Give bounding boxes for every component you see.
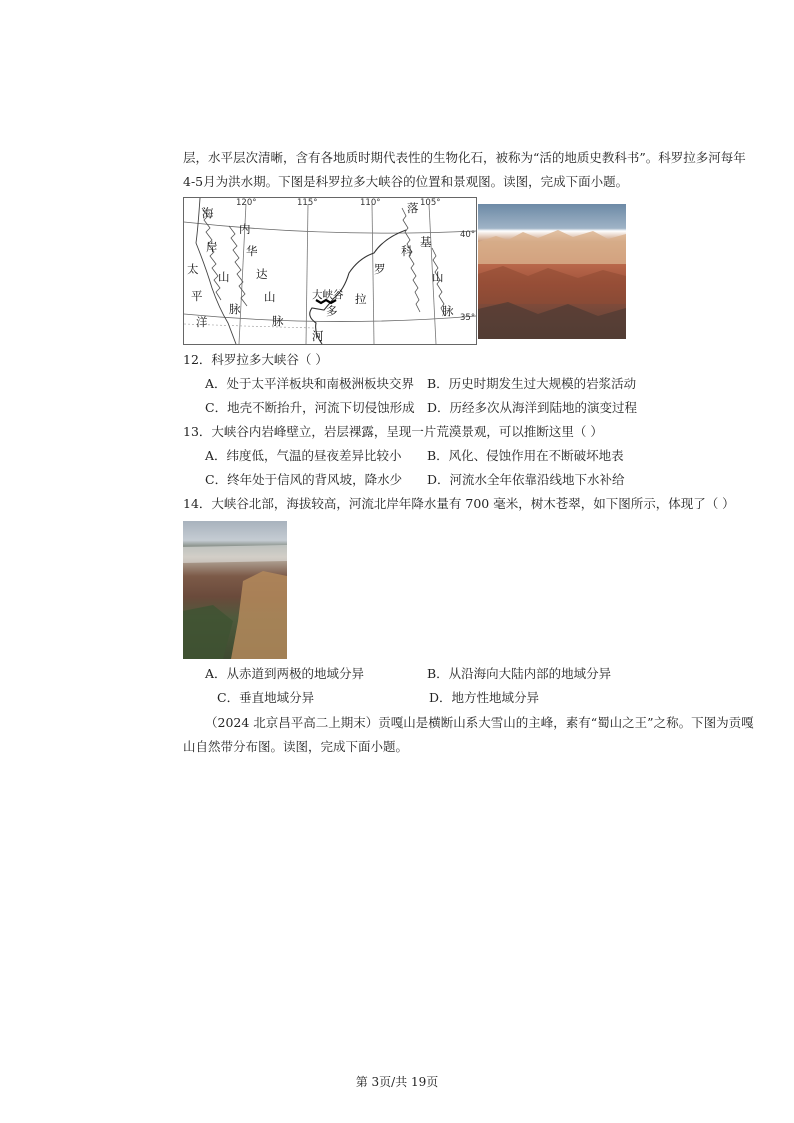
next-intro-line-2: 山自然带分布图。读图，完成下面小题。 (183, 739, 409, 754)
river-label-5: 河 (312, 329, 324, 343)
q14-option-d: D．地方性地域分异 (429, 690, 540, 705)
nevada-range-4: 山 (264, 290, 276, 304)
q13-option-d: D．河流水全年依靠沿线地下水补给 (427, 472, 625, 487)
coast-range-2: 岸 (206, 240, 218, 254)
page-footer: 第 3页/共 19页 (355, 1075, 439, 1089)
rocky-range-4: 脉 (442, 304, 454, 318)
deg-35: 35° (460, 313, 476, 323)
q13-option-a: A．纬度低，气温的昼夜差异比较小 (205, 448, 402, 463)
north-rim-photo (183, 521, 287, 659)
deg-115: 115° (297, 198, 318, 208)
canyon-location-map (183, 197, 477, 345)
rocky-range-1: 落 (407, 201, 419, 215)
nevada-range-5: 脉 (272, 314, 284, 328)
pacific-3: 洋 (196, 315, 208, 329)
q14-option-c: C．垂直地域分异 (217, 690, 315, 705)
river-label-3: 拉 (355, 292, 367, 306)
nevada-range-1: 内 (239, 222, 251, 236)
q14-option-a: A．从赤道到两极的地域分异 (205, 666, 365, 681)
q12-option-d: D．历经多次从海洋到陆地的演变过程 (427, 400, 638, 415)
q13-option-b: B．风化、侵蚀作用在不断破坏地表 (427, 448, 624, 463)
coast-range-1: 海 (202, 206, 214, 220)
deg-120: 120° (236, 198, 257, 208)
rocky-range-3: 山 (432, 270, 444, 284)
question-14-stem: 14．大峡谷北部，海拔较高，河流北岸年降水量有 700 毫米，树木苍翠，如下图所示，体现了（ ） (183, 496, 735, 511)
question-12-stem: 12．科罗拉多大峡谷（ ） (183, 352, 328, 367)
canyon-label: 大峡谷 (312, 289, 344, 301)
canyon-landscape-photo (478, 204, 626, 339)
q14-option-b: B．从沿海向大陆内部的地域分异 (427, 666, 612, 681)
intro-line-2: 4-5月为洪水期。下图是科罗拉多大峡谷的位置和景观图。读图，完成下面小题。 (183, 174, 629, 189)
next-intro-line-1: （2024 北京昌平高二上期末）贡嘎山是横断山系大雪山的主峰，素有“蜀山之王”之称。下图为贡嘎 (205, 715, 754, 730)
coast-range-3: 山 (218, 270, 230, 284)
deg-40: 40° (460, 230, 476, 240)
q13-option-c: C．终年处于信风的背风坡，降水少 (205, 472, 403, 487)
deg-110: 110° (360, 198, 381, 208)
nevada-range-3: 达 (256, 267, 268, 281)
deg-105: 105° (420, 198, 441, 208)
river-label-1: 科 (401, 244, 413, 258)
question-13-stem: 13．大峡谷内岩峰壁立，岩层裸露，呈现一片荒漠景观，可以推断这里（ ） (183, 424, 603, 439)
q12-option-b: B．历史时期发生过大规模的岩浆活动 (427, 376, 637, 391)
q12-option-c: C．地壳不断抬升，河流下切侵蚀形成 (205, 400, 415, 415)
river-label-2: 罗 (374, 262, 386, 276)
coast-range-4: 脉 (229, 302, 241, 316)
rocky-range-2: 基 (420, 235, 432, 249)
intro-line-1: 层，水平层次清晰，含有各地质时期代表性的生物化石，被称为“活的地质史教科书”。科罗拉多河每年 (183, 150, 746, 165)
river-label-4: 多 (326, 304, 338, 318)
pacific-2: 平 (191, 289, 203, 303)
pacific-1: 太 (187, 262, 199, 276)
q12-option-a: A．处于太平洋板块和南极洲板块交界 (205, 376, 415, 391)
nevada-range-2: 华 (246, 244, 258, 258)
